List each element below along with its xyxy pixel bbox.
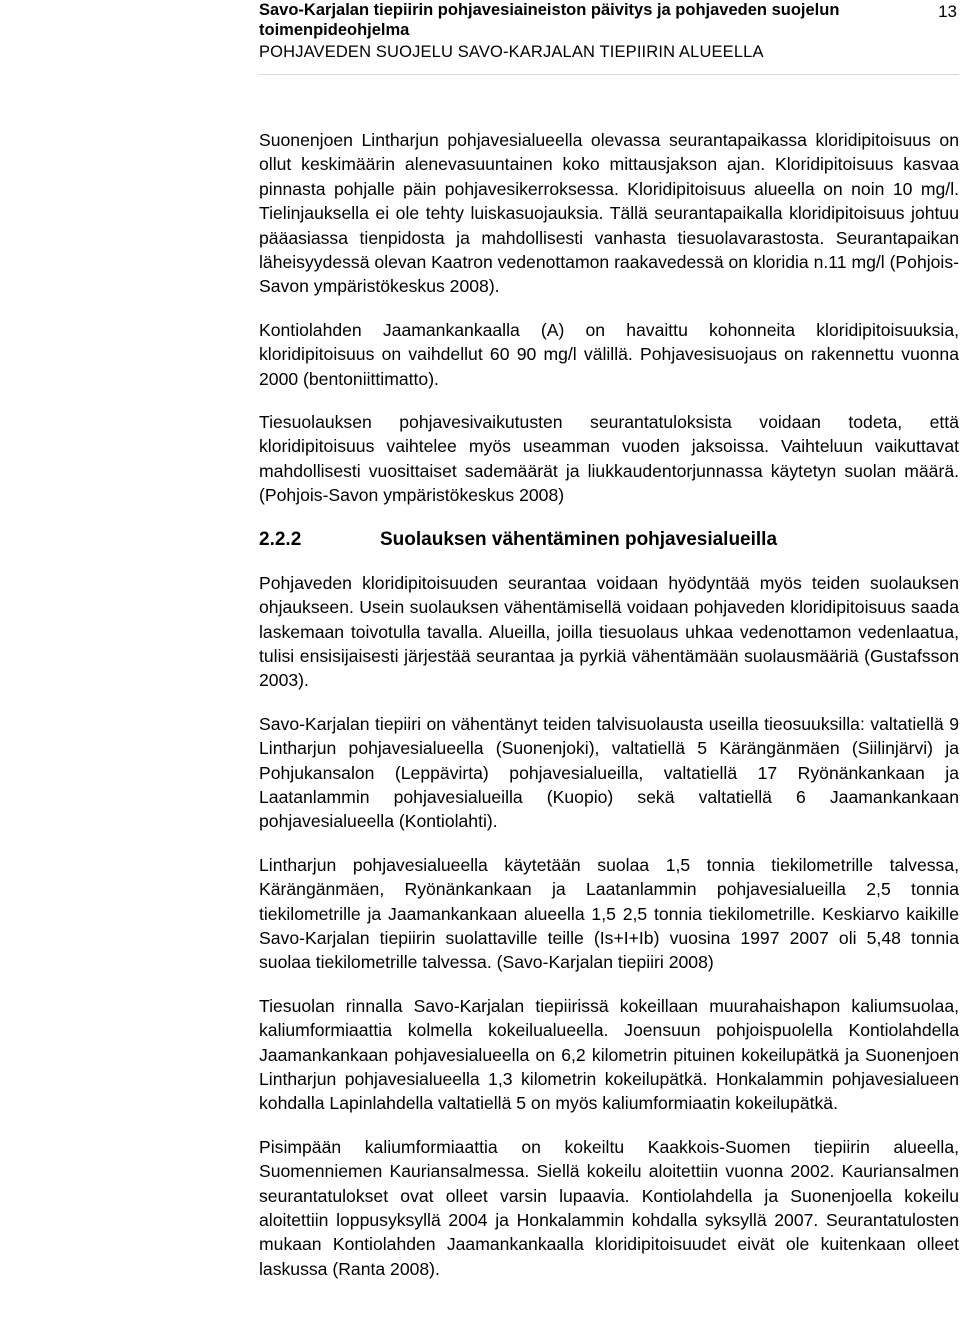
document-subtitle: POHJAVEDEN SUOJELU SAVO-KARJALAN TIEPIIRIN ALUEELLA xyxy=(259,43,764,61)
paragraph: Kontiolahden Jaamankankaalla (A) on havaittu kohonneita kloridipitoisuuksia, kloridipitoisuus on vaihdellut 60 90 mg/l välillä. Pohjavesisuojaus on rakennettu vuonna 2000 (bentoniittimatto). xyxy=(259,319,959,389)
section-heading xyxy=(259,527,959,553)
paragraph: Pisimpään kaliumformiaattia on kokeiltu Kaakkois-Suomen tiepiirin alueella, Suomenniemen Kauriansalmessa. Siellä kokeilu aloitettiin vuonna 2002. Kauriansalmen seurantatulokset ovat olleet varsin lupaavia. Kontiolahdella ja Suonenjoella kokeilu aloitettiin loppusyksyllä 2004 ja Honkalammin kohdalla syksyllä 2007. Seurantatulosten mukaan Kontiolahden Jaamankankaalla kloridipitoisuudet eivät ole kuitenkaan olleet laskussa (Ranta 2008). xyxy=(259,1136,959,1279)
paragraph: Pohjaveden kloridipitoisuuden seurantaa voidaan hyödyntää myös teiden suolauksen ohjaukseen. Usein suolauksen vähentämisellä voidaan pohjaveden kloridipitoisuus saada laskemaan toivotulla tavalla. Alueilla, joilla tiesuolaus uhkaa vedenottamon vedenlaatua, tulisi ensisijaisesti järjestää seurantaa ja pyrkiä vähentämään suolausmääriä (Gustafsson 2003). xyxy=(259,572,959,691)
paragraph: Savo-Karjalan tiepiiri on vähentänyt teiden talvisuolausta useilla tieosuuksilla: valtatiellä 9 Lintharjun pohjavesialueella (Suonenjoki), valtatiellä 5 Kärängänmäen (Siilinjärvi) ja Pohjukansalon (Leppävirta) pohjavesialueilla, valtatiellä 17 Ryönänkankaan ja Laatanlammin pohjavesialueilla (Kuopio) sekä valtatiellä 6 Jaamankankaan pohjavesialueella (Kontiolahti). xyxy=(259,713,959,832)
page-header xyxy=(259,0,959,75)
document-title: Savo-Karjalan tiepiirin pohjavesiaineiston päivitys ja pohjaveden suojelun toimenpideohjelma xyxy=(259,1,840,39)
paragraph: Tiesuolan rinnalla Savo-Karjalan tiepiirissä kokeillaan muurahaishapon kaliumsuolaa, kaliumformiaattia kolmella kokeilualueella. Joensuun pohjoispuolella Kontiolahdella Jaamankankaan pohjavesialueella on 6,2 kilometrin pituinen kokeilupätkä ja Suonenjoen Lintharjun pohjavesialueella 1,3 kilometrin kokeilupätkä. Honkalammin pohjavesialueen kohdalla Lapinlahdella valtatiellä 5 on myös kaliumformiaatin kokeilupätkä. xyxy=(259,995,959,1114)
paragraph: Lintharjun pohjavesialueella käytetään suolaa 1,5 tonnia tiekilometrille talvessa, Kärängänmäen, Ryönänkankaan ja Laatanlammin pohjavesialueilla 2,5 tonnia tiekilometrille ja Jaamankankaan alueella 1,5 2,5 tonnia tiekilometrille. Keskiarvo kaikille Savo-Karjalan tiepiirin suolattaville teille (Is+I+Ib) vuosina 1997 2007 oli 5,48 tonnia suolaa tiekilometrille talvessa. (Savo-Karjalan tiepiiri 2008) xyxy=(259,854,959,973)
paragraph: Suonenjoen Lintharjun pohjavesialueella olevassa seurantapaikassa kloridipitoisuus on ollut keskimäärin alenevasuuntainen koko mittausjakson ajan. Kloridipitoisuus kasvaa pinnasta pohjalle päin pohjavesikerroksessa. Kloridipitoisuus alueella on noin 10 mg/l. Tielinjauksella ei ole tehty luiskasuojauksia. Tällä seurantapaikalla kloridipitoisuus johtuu pääasiassa tienpidosta ja mahdollisesti vanhasta tiesuolavarastosta. Seurantapaikan läheisyydessä olevan Kaatron vedenottamon raakavedessä on kloridia n.11 mg/l (Pohjois-Savon ympäristökeskus 2008). xyxy=(259,130,959,297)
section-number: 2.2.2 xyxy=(259,528,302,550)
paragraph: Tiesuolauksen pohjavesivaikutusten seurantatuloksista voidaan todeta, että kloridipitoisuus vaihtelee myös useamman vuoden jaksoissa. Vaihteluun vaikuttavat mahdollisesti vuosittaiset sademäärät ja liukkaudentorjunnassa käytetyn suolan määrä. (Pohjois-Savon ympäristökeskus 2008) xyxy=(259,412,959,506)
section-title: Suolauksen vähentäminen pohjavesialueilla xyxy=(380,528,778,550)
document-body xyxy=(259,128,959,1300)
page-number: 13 xyxy=(938,2,957,21)
